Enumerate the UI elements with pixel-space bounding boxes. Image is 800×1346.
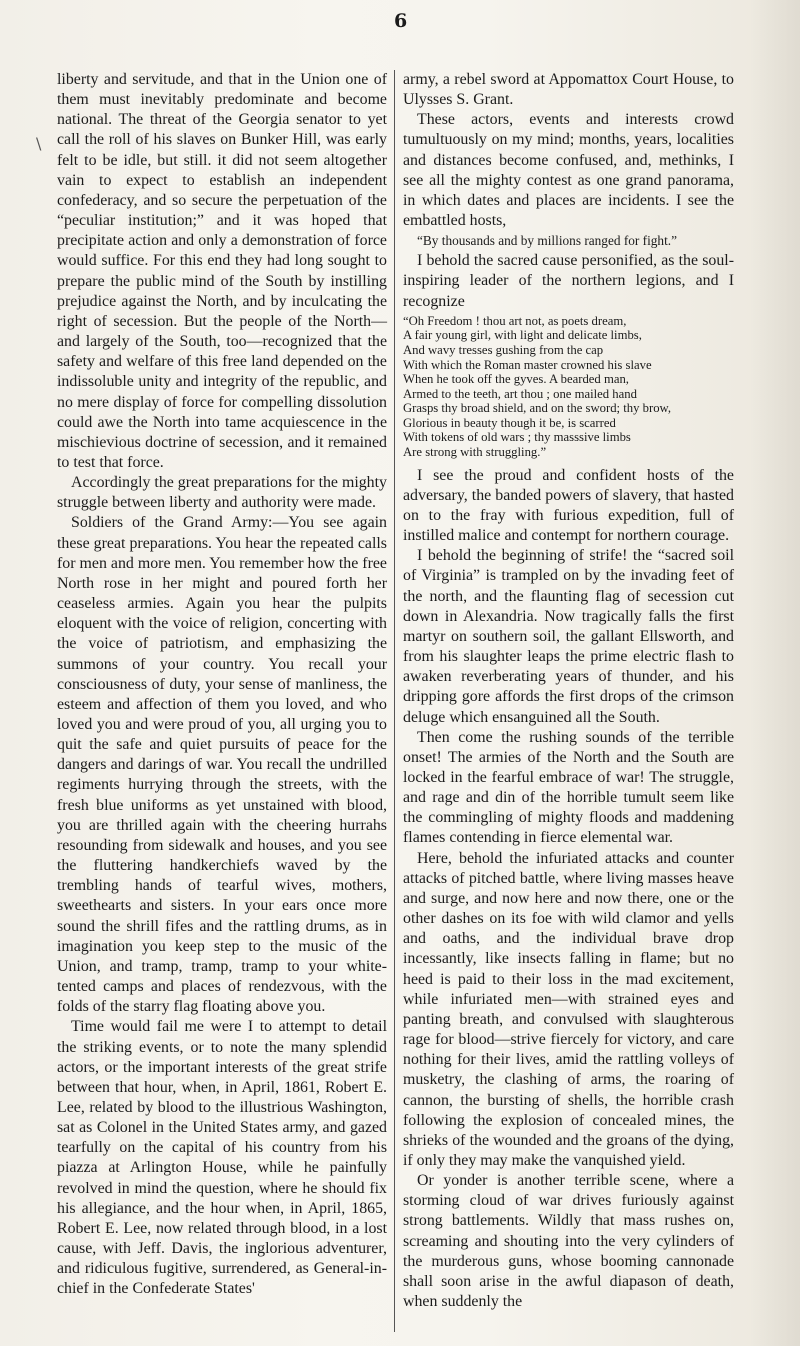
column-divider (394, 70, 395, 1332)
paragraph: liberty and servitude, and that in the Union one of them must inevitably predominate and become national. The threat of the Georgia senator to yet call the roll of his slaves on Bunker Hill, was early felt to be idle, but still. it did not seem altogether vain to expect to establish an independent confederacy, and so secure the perpetuation of the “peculiar institution;” and it was hoped that precipitate action and only a demonstration of force would suffice. For this end they had long sought to prepare the public mind of the South by instilling prejudice against the North, and by inculcating the right of secession. But the people of the North—and largely of the South, too—recognized that the safety and welfare of this free land depended on the indissoluble unity and integrity of the republic, and no mere display of force for compelling dissolution could awe the North into tame acquiescence in the mischievious doctrine of secession, and it remained to test that force. (57, 71, 387, 471)
page-edge-shadow (750, 0, 800, 1346)
paragraph: Soldiers of the Grand Army:—You see again these great preparations. You hear the repeated calls for men and more men. You remember how the free North rose in her might and poured forth her ceaseless armies. Again you hear the pulpits eloquent with the voice of religion, concerting with the voice of patriotism, and emphasizing the summons of your country. You recall your consciousness of duty, your sense of manliness, the esteem and affection of them you loved, and who loved you and were proud of you, all urging you to quit the safe and quiet pursuits of peace for the dangers and darings of war. You recall the undrilled regiments hurrying through the streets, with the fresh blue uniforms as yet unstained with blood, you are thrilled again with the cheering hurrahs resounding from sidewalk and houses, and you see the fluttering handkerchiefs waved by the trembling hands of tearful wives, mothers, sweethearts and sisters. In your ears once more sound the shrill fifes and the rattling drums, as in imagination you keep step to the music of the Union, and tramp, tramp, tramp to your white-tented camps and places of rendezvous, with the folds of the starry flag floating above you. (57, 514, 387, 1016)
poem-quotation (403, 314, 734, 460)
left-column (57, 70, 387, 1300)
margin-mark: \ (36, 134, 42, 153)
poem-line: When he took off the gyves. A bearded man, (403, 372, 629, 387)
poem-line: “Oh Freedom ! thou art not, as poets dream, (403, 313, 627, 328)
paragraph: I behold the beginning of strife! the “sacred soil of Virginia” is trampled on by the invading feet of the north, and the flaunting flag of secession cut down in Alexandria. Now tragically falls the first martyr on southern soil, the gallant Ellsworth, and from his slaughter leaps the prime electric flash to awaken reverberating years of thunder, and his dripping gore affords the first drops of the crimson deluge which ensanguined all the South. (403, 547, 734, 726)
paragraph: army, a rebel sword at Appomattox Court House, to Ulysses S. Grant. (403, 71, 734, 109)
poem-line: A fair young girl, with light and delicate limbs, (403, 328, 642, 343)
paragraph: Time would fail me were I to attempt to detail the striking events, or to note the many splendid actors, or the important interests of the great strife between that hour, when, in April, 1861, Robert E. Lee, related by blood to the illustrious Washington, sat as Colonel in the United States army, and gazed tearfully on the capital of his country from his piazza at Arlington House, while he painfully revolved in mind the question, where he should fix his allegiance, and the hour when, in April, 1865, Robert E. Lee, now related through blood, in a lost cause, with Jeff. Davis, the inglorious adventurer, and ridiculous fugitive, surrendered, as General-in-chief in the Confederate States' (57, 1018, 387, 1298)
paragraph: These actors, events and interests crowd tumultuously on my mind; months, years, localities and distances become confused, and, methinks, I see all the mighty contest as one grand panorama, in which dates and places are incidents. I see the embattled hosts, (403, 111, 734, 230)
poem-line: With which the Roman master crowned his slave (403, 357, 652, 372)
right-column (403, 70, 734, 1312)
paragraph: Or yonder is another terrible scene, where a storming cloud of war drives furiously against strong battlements. Wildly that mass rushes on, screaming and shouting into the very cylinders of the murderous guns, whose booming cannonade shall soon arise in the awful diapason of death, when suddenly the (403, 1172, 734, 1311)
paragraph: Accordingly the great preparations for the mighty struggle between liberty and authority were made. (57, 474, 387, 512)
poem-line: Are strong with struggling.” (403, 445, 547, 460)
paragraph: Here, behold the infuriated attacks and counter attacks of pitched battle, where living masses heave and surge, and now here and now there, one or the other dashes on its foe with wild clamor and yells and oaths, and the individual brave drop incessantly, like insects falling in flame; but no heed is paid to their loss in the mad excitement, while infuriated men—with strained eyes and panting breath, and convulsed with slaughterous rage for blood—strive fiercely for victory, and care nothing for their lives, amid the rattling volleys of musketry, the clashing of arms, the roaring of cannon, the bursting of shells, the horrible crash following the explosion of concealed mines, the shrieks of the wounded and the groans of the dying, if only they may make the vanquished yield. (403, 849, 734, 1169)
poem-line: Grasps thy broad shield, and on the sword; thy brow, (403, 401, 672, 416)
paragraph: I behold the sacred cause personified, as the soul-inspiring leader of the northern legions, and I recognize (403, 252, 734, 310)
quotation-line: “By thousands and by millions ranged for fight.” (417, 233, 677, 249)
poem-line: Armed to the teeth, art thou ; one mailed hand (403, 386, 637, 401)
poem-line: And wavy tresses gushing from the cap (403, 342, 604, 357)
page-number: 6 (394, 10, 408, 32)
paragraph: Then come the rushing sounds of the terrible onset! The armies of the North and the South are locked in the fearful embrace of war! The struggle, and rage and din of the horrible tumult seem like the commingling of mighty floods and maddening flames contending in fierce elemental war. (403, 728, 734, 847)
paragraph: I see the proud and confident hosts of the adversary, the banded powers of slavery, that hasted on to the fray with furious expedition, full of instilled malice and contempt for northern courage. (403, 466, 734, 545)
poem-line: With tokens of old wars ; thy masssive limbs (403, 430, 631, 445)
poem-line: Glorious in beauty though it be, is scarred (403, 415, 616, 430)
